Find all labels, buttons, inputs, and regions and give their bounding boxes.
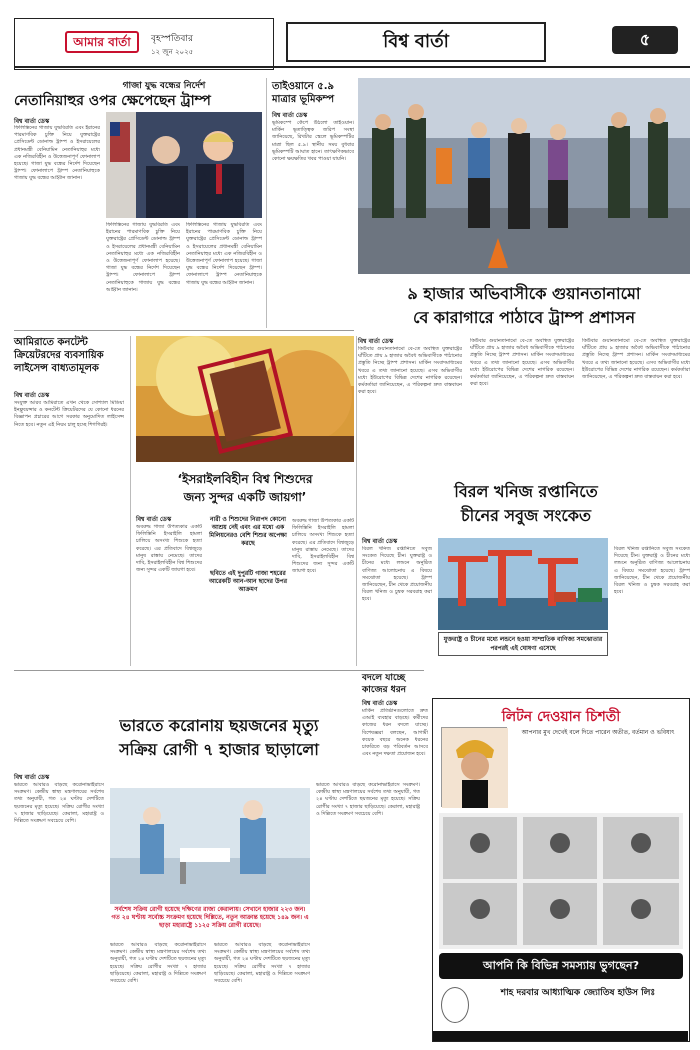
article-headline[interactable]: আমিরাতে কনটেন্ট ক্রিয়েটরদের ব্যবসায়িক লাইসেন্স বাধ্যতামূলক [14, 337, 104, 374]
pull-quote: নারী ও শিশুদের নিরাপদ কোনো আশ্রয় নেই এবং এর মধ্যে এক মিলিয়নেরও বেশি শিশুর অপেক্ষা করছে [209, 516, 287, 547]
article-body-col3: বিরল খনিজ রপ্তানিতে সবুজ সংকেত দিয়েছে চীন। যুক্তরাষ্ট্র ও চীনের মধ্যে লন্ডনে অনুষ্ঠিত বাণিজ্য আলোচনায় এ বিষয়ে সমঝোতা হয়েছে। ট্রাম্প জানিয়েছেন, চীন থেকে প্রয়োজনীয় বিরল খনিজ ও চুম্বক সরবরাহ করা হবে। [614, 546, 690, 596]
ad-banner-text: আপনি কি বিভিন্ন সমস্যায় ভুগছেন? [482, 959, 639, 972]
article-headline-line2[interactable]: সক্রিয় রোগী ৭ হাজার ছাড়ালো [119, 740, 319, 759]
page-header [14, 18, 690, 78]
ad-footer: শাহ দরবার আধ্যাত্মিক জ্যোতিষ হাউস লিঃ [500, 988, 656, 998]
article-byline: বিশ্ব বার্তা ডেস্ক [14, 774, 50, 781]
article-body: ভূমিকম্পে কেঁপে উঠলো তাইওয়ান। মার্কিন ভূতাত্ত্বিক জরিপ সংস্থা জানিয়েছে, রিখটার স্কেলে ভূমিকম্পটির মাত্রা ছিল ৫.৯। স্থানীয় সময় বুধবার ভূমিকম্পটি আঘাত হানে। তাৎক্ষণিকভাবে কোনো ক্ষয়ক্ষতির খবর পাওয়া যায়নি। [272, 120, 354, 163]
article-headline-line2[interactable]: জন্য সুন্দর একটি জায়গা’ [183, 490, 307, 504]
column-divider [356, 336, 357, 666]
page-number: ৫ [639, 30, 651, 49]
newspaper-page [14, 18, 690, 1042]
hospital-photo [110, 788, 310, 904]
section-title: বিশ্ব বার্তা [286, 22, 546, 62]
article-body-col3: কিউবার গুয়ানতানামো বে-তে অবস্থিত যুক্তরাষ্ট্রের ঘাঁটিতে প্রায় ৯ হাজার অবৈধ অভিবাসীকে পাঠানোর প্রস্তুতি নিচ্ছে ট্রাম্প প্রশাসন। মার্কিন সংবাদমাধ্যমের খবরে এ তথ্য জানানো হয়েছে। এসব অভিবাসীর মধ্যে ইউরোপের বিভিন্ন দেশের নাগরিক রয়েছেন। কর্মকর্তারা জানিয়েছেন, এ পরিকল্পনা দ্রুত বাস্তবায়ন করা হবে। [582, 338, 690, 381]
migrants-photo [358, 78, 690, 274]
article-byline: বিশ্ব বার্তা ডেস্ক [362, 538, 398, 545]
article-kicker: গাজা যুদ্ধ বন্ধের নির্দেশ [122, 81, 206, 91]
article-body: ভারতে আবারও বাড়ছে করোনাভাইরাসে সংক্রমণ। কেন্দ্রীয় স্বাস্থ্য মন্ত্রণালয়ের সর্বশেষ তথ্য অনুযায়ী, গত ২৪ ঘণ্টায় দেশটিতে ছয়জনের মৃত্যু হয়েছে। সক্রিয় রোগীর সংখ্যা ৭ হাজার ছাড়িয়েছে। কেরালা, মহারাষ্ট্র ও দিল্লিতে সংক্রমণ সবচেয়ে বেশি। [14, 782, 104, 825]
article-headline[interactable]: বিরল খনিজ রপ্তানিতে [454, 482, 598, 501]
article-headline-line2[interactable]: বে কারাগারে পাঠাবে ট্রাম্প প্রশাসন [412, 308, 636, 327]
issue-date: ১২ জুন ২০২৫ [151, 48, 194, 56]
ad-photo-grid [439, 813, 683, 949]
gaza-fire-photo [136, 336, 354, 462]
article-body-col3: ভারতে আবারও বাড়ছে করোনাভাইরাসে সংক্রমণ। কেন্দ্রীয় স্বাস্থ্য মন্ত্রণালয়ের সর্বশেষ তথ্য অনুযায়ী, গত ২৪ ঘণ্টায় দেশটিতে ছয়জনের মৃত্যু হয়েছে। সক্রিয় রোগীর সংখ্যা ৭ হাজার ছাড়িয়েছে। কেরালা, মহারাষ্ট্র ও দিল্লিতে সংক্রমণ সবচেয়ে বেশি। [214, 942, 310, 985]
masthead [14, 18, 274, 70]
section-divider [14, 670, 424, 671]
page-number-badge [612, 26, 678, 54]
article-body: ফিলিস্তিনের গাজায় যুদ্ধবিরতি এবং ইরানের পারমাণবিক চুক্তি নিয়ে যুক্তরাষ্ট্রের প্রেসিডেন্ট ডোনাল্ড ট্রাম্প ও ইসরায়েলের প্রধানমন্ত্রী বেনিয়ামিন নেতানিয়াহুর মধ্যে এক নজিরবিহীন ও উত্তেজনাপূর্ণ ফোনালাপ হয়েছে। গাজা যুদ্ধ বন্ধের নির্দেশ দিয়েছেন ট্রাম্প। ফোনালাপে ট্রাম্প নেতানিয়াহুকে গাজায় যুদ্ধ বন্ধের আহ্বান জানান। [14, 125, 100, 182]
article-body-col4: ভারতে আবারও বাড়ছে করোনাভাইরাসে সংক্রমণ। কেন্দ্রীয় স্বাস্থ্য মন্ত্রণালয়ের সর্বশেষ তথ্য অনুযায়ী, গত ২৪ ঘণ্টায় দেশটিতে ছয়জনের মৃত্যু হয়েছে। সক্রিয় রোগীর সংখ্যা ৭ হাজার ছাড়িয়েছে। কেরালা, মহারাষ্ট্র ও দিল্লিতে সংক্রমণ সবচেয়ে বেশি। [316, 782, 420, 817]
article-byline: বিশ্ব বার্তা ডেস্ক [358, 338, 394, 345]
article-headline[interactable]: ভারতে করোনায় ছয়জনের মৃত্যু [119, 716, 319, 735]
ad-seal-icon [441, 987, 469, 1023]
pull-quote-2: ছবিতে এই দুপুরটি গাজা শহরের আরেকটি আন-আন ছাদের উপর আক্রমণ [208, 570, 288, 593]
article-byline: বিশ্ব বার্তা ডেস্ক [136, 516, 172, 523]
article-body-col2: ফিলিস্তিনের গাজায় যুদ্ধবিরতি এবং ইরানের পারমাণবিক চুক্তি নিয়ে যুক্তরাষ্ট্রের প্রেসিডেন্ট ডোনাল্ড ট্রাম্প ও ইসরায়েলের প্রধানমন্ত্রী বেনিয়ামিন নেতানিয়াহুর মধ্যে এক নজিরবিহীন ও উত্তেজনাপূর্ণ ফোনালাপ হয়েছে। গাজা যুদ্ধ বন্ধের নির্দেশ দিয়েছেন ট্রাম্প। ফোনালাপে ট্রাম্প নেতানিয়াহুকে গাজায় যুদ্ধ বন্ধের আহ্বান জানান। [106, 222, 180, 293]
column-divider [266, 78, 267, 328]
article-byline: বিশ্ব বার্তা ডেস্ক [272, 112, 308, 119]
column-divider [130, 336, 131, 666]
ad-banner [439, 953, 683, 979]
brand-name: আমার বার্তা [73, 35, 131, 49]
article-body-col2: কিউবার গুয়ানতানামো বে-তে অবস্থিত যুক্তরাষ্ট্রের ঘাঁটিতে প্রায় ৯ হাজার অবৈধ অভিবাসীকে পাঠানোর প্রস্তুতি নিচ্ছে ট্রাম্প প্রশাসন। মার্কিন সংবাদমাধ্যমের খবরে এ তথ্য জানানো হয়েছে। এসব অভিবাসীর মধ্যে ইউরোপের বিভিন্ন দেশের নাগরিক রয়েছেন। কর্মকর্তারা জানিয়েছেন, এ পরিকল্পনা দ্রুত বাস্তবায়ন করা হবে। [470, 338, 574, 388]
article-headline[interactable]: ‘ইসরাইলবিহীন বিশ্ব শিশুদের [177, 472, 313, 486]
port-cranes-photo [438, 538, 608, 630]
article-headline[interactable]: বদলে যাচ্ছে কাজের ধরন [362, 673, 407, 695]
article-headline[interactable]: ৯ হাজার অভিবাসীকে গুয়ানতানামো [407, 284, 641, 303]
article-body-col3: অবরুদ্ধ গাজা উপত্যকার একটি ফিলিস্তিনি ইসরাইলি হামলা চালিয়ে অসংখ্য শিশুকে হত্যা করেছে। এর প্রতিবাদে বিশ্বজুড়ে মানুষ রাস্তায় নেমেছে। তাদের দাবি, ইসরাইলবিহীন বিশ্ব শিশুদের জন্য সুন্দর একটি জায়গা হবে। [292, 518, 354, 575]
article-headline[interactable]: তাইওয়ানে ৫.৯ মাত্রার ভূমিকম্প [272, 81, 335, 105]
article-byline: বিশ্ব বার্তা ডেস্ক [362, 700, 398, 707]
article-byline: বিশ্ব বার্তা ডেস্ক [14, 118, 50, 125]
article-body: সংযুক্ত আরব আমিরাতে এখন থেকে সোশ্যাল মিডিয়া ইনফ্লুয়েন্সার ও কনটেন্ট ক্রিয়েটরদের যে কোনো ধরনের বিজ্ঞাপন প্রচারের আগে সরকার অনুমোদিত লাইসেন্স নিতে হবে। নতুন এই নিয়ম চালু হচ্ছে শিগগিরই। [14, 400, 124, 428]
section-divider [14, 330, 354, 331]
header-divider [14, 66, 690, 68]
article-headline[interactable]: নেতানিয়াহুর ওপর ক্ষেপেছেন ট্রাম্প [14, 93, 211, 109]
article-body: অবরুদ্ধ গাজা উপত্যকার একটি ফিলিস্তিনি ইসরাইলি হামলা চালিয়ে অসংখ্য শিশুকে হত্যা করেছে। এর প্রতিবাদে বিশ্বজুড়ে মানুষ রাস্তায় নেমেছে। তাদের দাবি, ইসরাইলবিহীন বিশ্ব শিশুদের জন্য সুন্দর একটি জায়গা হবে। [136, 524, 202, 574]
brand-logo[interactable] [65, 31, 139, 53]
photo-caption: সর্বশেষ সক্রিয় রোগী হয়েছে দক্ষিণের রাজ্য কেরালায়। সেখানে হাজার ২২৩ জন। গত ২৪ ঘণ্টায় সর্বোচ্চ সংক্রমণ হয়েছে দিল্লিতে, নতুন আক্রান্ত হয়েছে ১৪৯ জন। এ ছাড়া মহারাষ্ট্রে ১১২৫ সক্রিয় রোগী রয়েছে। [111, 906, 309, 929]
ad-subtitle: আপনার মুখ দেখেই বলে দিতে পারেন অতীত, বর্তমান ও ভবিষ্যৎ [521, 729, 675, 736]
ad-title: লিটন দেওয়ান চিশতী [501, 709, 621, 725]
photo-caption: যুক্তরাষ্ট্র ও চীনের মধ্যে লন্ডনে হওয়া সাম্প্রতিক বাণিজ্য সমঝোতার পরপরই এই ঘোষণা এসেছে [438, 632, 608, 656]
ad-contact-strip [433, 1031, 688, 1041]
trump-netanyahu-photo [106, 112, 262, 218]
article-body-col3: ফিলিস্তিনের গাজায় যুদ্ধবিরতি এবং ইরানের পারমাণবিক চুক্তি নিয়ে যুক্তরাষ্ট্রের প্রেসিডেন্ট ডোনাল্ড ট্রাম্প ও ইসরায়েলের প্রধানমন্ত্রী বেনিয়ামিন নেতানিয়াহুর মধ্যে এক নজিরবিহীন ও উত্তেজনাপূর্ণ ফোনালাপ হয়েছে। গাজা যুদ্ধ বন্ধের নির্দেশ দিয়েছেন ট্রাম্প। ফোনালাপে ট্রাম্প নেতানিয়াহুকে গাজায় যুদ্ধ বন্ধের আহ্বান জানান। [186, 222, 262, 286]
advertisement[interactable] [432, 698, 690, 1042]
astrologer-portrait [441, 727, 507, 807]
article-body: মার্কিন প্রতিষ্ঠানগুলোতে দ্রুত এআই ব্যবহার বাড়ছে। কর্মীদের কাজের ধরন বদলে যাচ্ছে। বিশেষজ্ঞরা বলছেন, আগামী কয়েক বছরে অনেক ধরনের চাকরিতে বড় পরিবর্তন আসবে এবং নতুন দক্ষতা প্রয়োজন হবে। [362, 708, 428, 758]
issue-day: বৃহস্পতিবার [151, 34, 193, 44]
article-byline: বিশ্ব বার্তা ডেস্ক [14, 392, 50, 399]
article-body: বিরল খনিজ রপ্তানিতে সবুজ সংকেত দিয়েছে চীন। যুক্তরাষ্ট্র ও চীনের মধ্যে লন্ডনে অনুষ্ঠিত বাণিজ্য আলোচনায় এ বিষয়ে সমঝোতা হয়েছে। ট্রাম্প জানিয়েছেন, চীন থেকে প্রয়োজনীয় বিরল খনিজ ও চুম্বক সরবরাহ করা হবে। [362, 546, 432, 603]
article-headline-line2[interactable]: চীনের সবুজ সংকেত [460, 506, 591, 525]
article-body-col2: ভারতে আবারও বাড়ছে করোনাভাইরাসে সংক্রমণ। কেন্দ্রীয় স্বাস্থ্য মন্ত্রণালয়ের সর্বশেষ তথ্য অনুযায়ী, গত ২৪ ঘণ্টায় দেশটিতে ছয়জনের মৃত্যু হয়েছে। সক্রিয় রোগীর সংখ্যা ৭ হাজার ছাড়িয়েছে। কেরালা, মহারাষ্ট্র ও দিল্লিতে সংক্রমণ সবচেয়ে বেশি। [110, 942, 206, 985]
article-body: কিউবার গুয়ানতানামো বে-তে অবস্থিত যুক্তরাষ্ট্রের ঘাঁটিতে প্রায় ৯ হাজার অবৈধ অভিবাসীকে পাঠানোর প্রস্তুতি নিচ্ছে ট্রাম্প প্রশাসন। মার্কিন সংবাদমাধ্যমের খবরে এ তথ্য জানানো হয়েছে। এসব অভিবাসীর মধ্যে ইউরোপের বিভিন্ন দেশের নাগরিক রয়েছেন। কর্মকর্তারা জানিয়েছেন, এ পরিকল্পনা দ্রুত বাস্তবায়ন করা হবে। [358, 346, 462, 396]
